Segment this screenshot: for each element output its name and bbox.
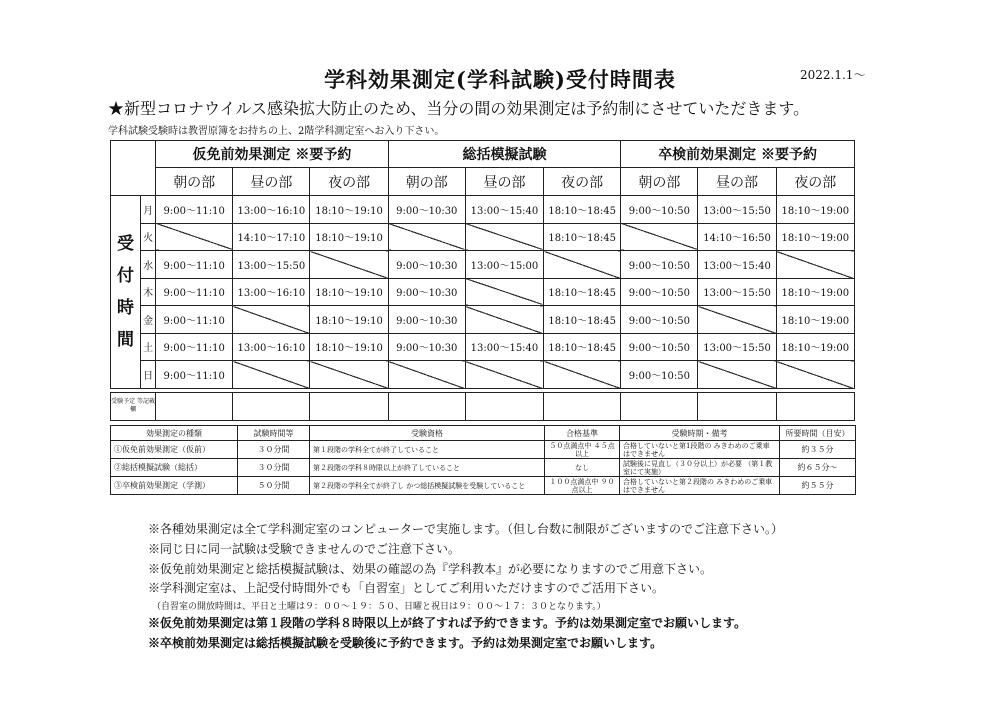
time-slot: 18:10～19:10 — [310, 306, 388, 334]
time-slot: 18:10～19:10 — [310, 196, 388, 224]
unavailable-slot — [465, 361, 543, 389]
unavailable-slot — [465, 278, 543, 306]
schedule-row — [111, 196, 855, 224]
time-slot: 9:00～10:50 — [621, 251, 698, 279]
time-slot: 14:10～17:10 — [233, 223, 310, 251]
time-slot: 9:00～11:10 — [156, 278, 233, 306]
time-slot: 13:00～15:40 — [465, 196, 543, 224]
time-slot: 18:10～19:00 — [776, 306, 854, 334]
test-qual: 第２段階の学科全てが終了し かつ総括模擬試験を受験していること — [310, 477, 545, 495]
time-slot: 9:00～10:50 — [621, 196, 698, 224]
time-slot: 9:00～10:30 — [388, 196, 465, 224]
sign-cell — [156, 392, 233, 420]
unavailable-slot — [310, 361, 388, 389]
schedule-row — [111, 223, 855, 251]
note-line: ※学科測定室は、上記受付時間外でも「自習室」としてご利用いただけますのでご活用下さい。 — [148, 581, 665, 595]
test-qual: 第１段階の学科全てが終了していること — [310, 441, 545, 459]
unavailable-slot — [544, 251, 621, 279]
period-header: 朝の部 — [156, 168, 233, 196]
test-dur: 約５５分 — [780, 477, 856, 495]
schedule-table — [110, 140, 855, 421]
test-types-table — [110, 425, 856, 495]
test-pass: １００点満点中 ９０点以上 — [545, 477, 620, 495]
schedule-row — [111, 361, 855, 389]
weekday-label: 木 — [141, 278, 156, 306]
unavailable-slot — [388, 223, 465, 251]
test-pass: ５０点満点中 ４５点以上 — [545, 441, 620, 459]
test-dur: 約６５分～ — [780, 459, 856, 477]
test-header: 受験資格 — [310, 426, 545, 441]
test-header: 効果測定の種類 — [111, 426, 238, 441]
unavailable-slot — [698, 361, 776, 389]
time-slot: 13:00～15:50 — [698, 196, 776, 224]
test-row — [111, 459, 856, 477]
test-header: 所要時間（目安） — [780, 426, 856, 441]
time-slot: 9:00～11:10 — [156, 333, 233, 361]
sign-cell — [233, 392, 310, 420]
time-slot: 9:00～10:50 — [621, 306, 698, 334]
sign-cell — [465, 392, 543, 420]
unavailable-slot — [388, 361, 465, 389]
sign-cell — [776, 392, 854, 420]
unavailable-slot — [544, 361, 621, 389]
schedule-row — [111, 333, 855, 361]
weekday-label: 日 — [141, 361, 156, 389]
unavailable-slot — [465, 223, 543, 251]
schedule-row — [111, 278, 855, 306]
note-line: ※仮免前効果測定と総括模擬試験は、効果の確認の為『学科教本』が必要になりますのでご用意下さい。 — [148, 562, 713, 576]
exam-instruction: 学科試験受験時は教習原簿をお持ちの上、2階学科測定室へお入り下さい。 — [108, 126, 445, 137]
time-slot: 18:10～19:00 — [776, 223, 854, 251]
test-row — [111, 477, 856, 495]
time-slot: 9:00～10:30 — [388, 278, 465, 306]
time-slot: 9:00～11:10 — [156, 361, 233, 389]
group-header: 総括模擬試験 — [388, 141, 621, 168]
period-header: 朝の部 — [621, 168, 698, 196]
test-pass: なし — [545, 459, 620, 477]
time-slot: 14:10～16:50 — [698, 223, 776, 251]
note-line: ※卒検前効果測定は総括模擬試験を受験後に予約できます。予約は効果測定室でお願いします。 — [148, 636, 663, 650]
weekday-label: 月 — [141, 196, 156, 224]
unavailable-slot — [698, 306, 776, 334]
reception-hours-char: 受 — [117, 233, 135, 254]
time-slot: 13:00～15:50 — [233, 251, 310, 279]
test-header: 受験時期・備考 — [620, 426, 780, 441]
test-remark: 試験後に見直し（３０分以上）が必要 （第１教室にて実施） — [620, 459, 780, 477]
schedule-row — [111, 306, 855, 334]
test-qual: 第２段階の学科８時限以上が終了していること — [310, 459, 545, 477]
time-slot: 9:00～10:50 — [621, 361, 698, 389]
corner-cell — [111, 141, 156, 196]
unavailable-slot — [621, 223, 698, 251]
weekday-label: 水 — [141, 251, 156, 279]
note-line: ※仮免前効果測定は第１段階の学科８時限以上が終了すれば予約できます。予約は効果測定室でお願いします。 — [148, 616, 747, 630]
sign-cell — [698, 392, 776, 420]
time-slot: 13:00～15:40 — [698, 251, 776, 279]
group-header: 卒検前効果測定 ※要予約 — [621, 141, 855, 168]
test-time: ５０分間 — [238, 477, 310, 495]
weekday-label: 金 — [141, 306, 156, 334]
period-header: 昼の部 — [233, 168, 310, 196]
sign-cell — [621, 392, 698, 420]
test-type: ②総括模擬試験（総括） — [111, 459, 238, 477]
time-slot: 18:10～19:10 — [310, 223, 388, 251]
time-slot: 18:10～18:45 — [544, 223, 621, 251]
weekday-label: 土 — [141, 333, 156, 361]
time-slot: 9:00～10:30 — [388, 251, 465, 279]
time-slot: 18:10～18:45 — [544, 333, 621, 361]
reception-hours-char: 付 — [117, 265, 135, 286]
time-slot: 13:00～15:00 — [465, 251, 543, 279]
schedule-row — [111, 251, 855, 279]
time-slot: 9:00～10:30 — [388, 306, 465, 334]
test-time: ３０分間 — [238, 459, 310, 477]
reservation-notice: ★新型コロナウイルス感染拡大防止のため、当分の間の効果測定は予約制にさせていただきます。 — [108, 99, 810, 118]
period-header: 夜の部 — [310, 168, 388, 196]
unavailable-slot — [776, 361, 854, 389]
page-title: 学科効果測定(学科試験)受付時間表 — [324, 67, 676, 92]
weekday-label: 火 — [141, 223, 156, 251]
time-slot: 9:00～10:50 — [621, 278, 698, 306]
time-slot: 18:10～19:10 — [310, 278, 388, 306]
time-slot: 9:00～11:10 — [156, 196, 233, 224]
time-slot: 13:00～16:10 — [233, 278, 310, 306]
unavailable-slot — [776, 251, 854, 279]
time-slot: 13:00～16:10 — [233, 333, 310, 361]
time-slot: 9:00～11:10 — [156, 251, 233, 279]
test-header: 試験時間等 — [238, 426, 310, 441]
time-slot: 9:00～10:30 — [388, 333, 465, 361]
time-slot: 13:00～15:50 — [698, 278, 776, 306]
time-slot: 18:10～19:00 — [776, 333, 854, 361]
test-row — [111, 441, 856, 459]
test-dur: 約３５分 — [780, 441, 856, 459]
time-slot: 13:00～15:50 — [698, 333, 776, 361]
test-time: ３０分間 — [238, 441, 310, 459]
time-slot: 18:10～18:45 — [544, 196, 621, 224]
test-remark: 合格していないと第1段階の みきわめのご乗車はできません — [620, 441, 780, 459]
time-slot: 13:00～16:10 — [233, 196, 310, 224]
time-slot: 18:10～19:10 — [310, 333, 388, 361]
period-header: 朝の部 — [388, 168, 465, 196]
group-header: 仮免前効果測定 ※要予約 — [156, 141, 389, 168]
unavailable-slot — [233, 306, 310, 334]
note-line: ※各種効果測定は全て学科測定室のコンピューターで実施します。（但し台数に制限がございますのでご注意下さい。） — [148, 522, 784, 536]
time-slot: 18:10～18:45 — [544, 278, 621, 306]
reception-hours-char: 間 — [117, 329, 135, 350]
time-slot: 13:00～15:40 — [465, 333, 543, 361]
sign-cell — [388, 392, 465, 420]
period-header: 昼の部 — [465, 168, 543, 196]
period-header: 昼の部 — [698, 168, 776, 196]
effective-date: 2022.1.1～ — [800, 68, 866, 82]
time-slot: 18:10～19:00 — [776, 196, 854, 224]
time-slot: 9:00～10:50 — [621, 333, 698, 361]
note-line: （自習室の開放時間は、平日と土曜は９：００～１９：５０、日曜と祝日は９：００～１７：３０となります。） — [152, 602, 606, 612]
period-header: 夜の部 — [544, 168, 621, 196]
reception-hours-label — [111, 196, 141, 389]
period-header: 夜の部 — [776, 168, 854, 196]
time-slot: 18:10～19:00 — [776, 278, 854, 306]
sign-cell — [310, 392, 388, 420]
sign-label: 受験予定 等記載欄 — [111, 392, 156, 420]
note-line: ※同じ日に同一試験は受験できませんのでご注意下さい。 — [148, 542, 461, 556]
unavailable-slot — [233, 361, 310, 389]
reception-hours-char: 時 — [117, 297, 135, 318]
unavailable-slot — [156, 223, 233, 251]
time-slot: 18:10～18:45 — [544, 306, 621, 334]
sign-cell — [544, 392, 621, 420]
test-type: ①仮免前効果測定（仮前） — [111, 441, 238, 459]
test-remark: 合格していないと第２段階の みきわめのご乗車はできません — [620, 477, 780, 495]
test-header: 合格基準 — [545, 426, 620, 441]
unavailable-slot — [310, 251, 388, 279]
time-slot: 9:00～11:10 — [156, 306, 233, 334]
unavailable-slot — [465, 306, 543, 334]
test-type: ③卒検前効果測定（学測） — [111, 477, 238, 495]
